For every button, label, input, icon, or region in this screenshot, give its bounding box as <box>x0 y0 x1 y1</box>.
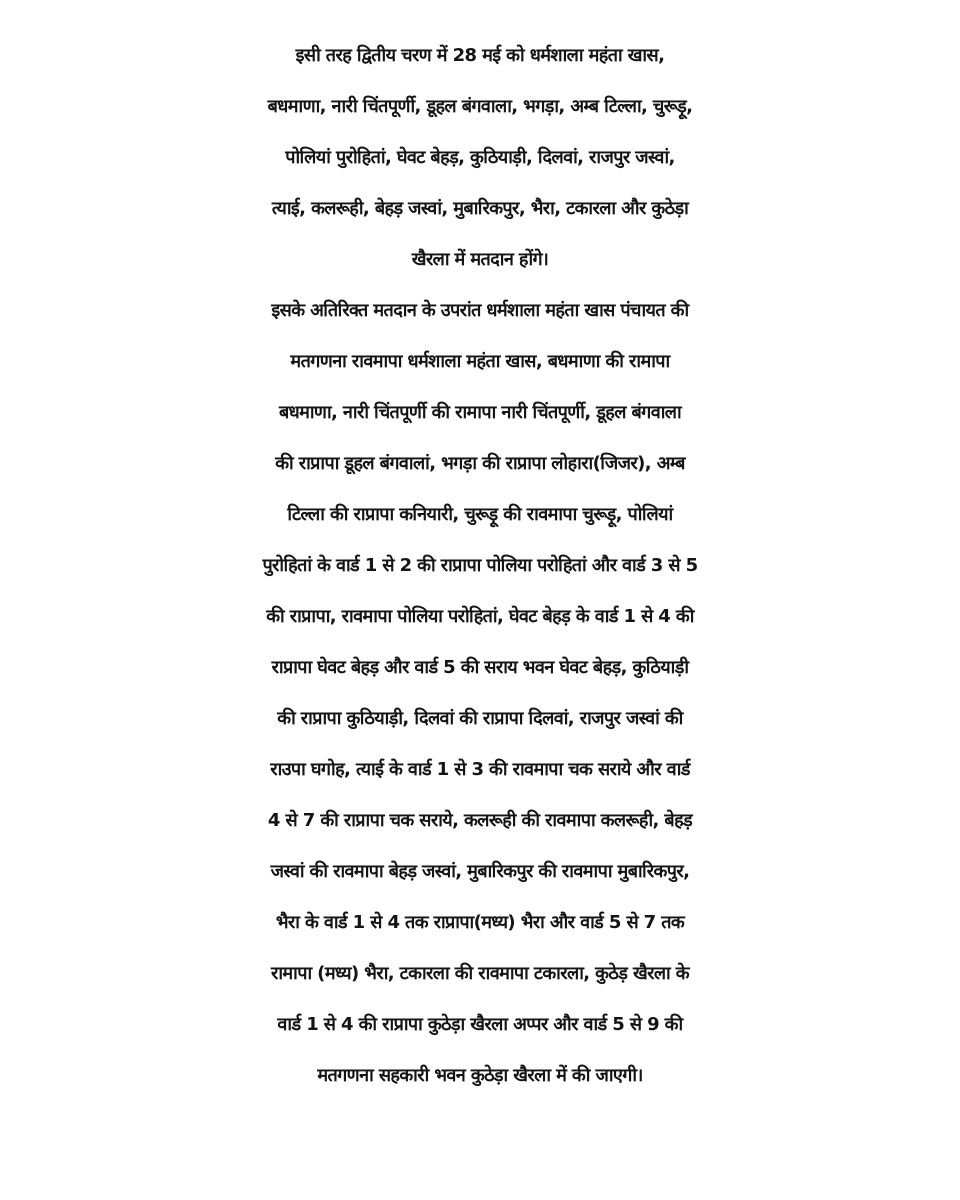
text-line: की राप्रापा, रावमापा पोलिया परोहितां, घेवट बेहड़ के वार्ड 1 से 4 की <box>266 606 694 627</box>
text-line: भैरा के वार्ड 1 से 4 तक राप्रापा(मध्य) भैरा और वार्ड 5 से 7 तक <box>275 912 685 933</box>
text-line: इसके अतिरिक्त मतदान के उपरांत धर्मशाला महंता खास पंचायत की <box>271 300 689 321</box>
text-line: खैरला में मतदान होंगे। <box>411 249 549 270</box>
text-line: रामापा (मध्य) भैरा, टकारला की रावमापा टकारला, कुठेड़ खैरला के <box>270 963 689 984</box>
text-line: टिल्ला की राप्रापा कनियारी, चुरूड़ू की रावमापा चुरूड़ू, पोलियां <box>287 504 673 525</box>
text-line: पुरोहितां के वार्ड 1 से 2 की राप्रापा पोलिया परोहितां और वार्ड 3 से 5 <box>262 555 698 576</box>
text-line: वार्ड 1 से 4 की राप्रापा कुठेड़ा खैरला अप्पर और वार्ड 5 से 9 की <box>277 1014 683 1035</box>
text-line: जस्वां की रावमापा बेहड़ जस्वां, मुबारिकपुर की रावमापा मुबारिकपुर, <box>270 861 690 882</box>
text-line: की राप्रापा कुठियाड़ी, दिलवां की राप्रापा दिलवां, राजपुर जस्वां की <box>277 708 683 729</box>
text-line: बधमाणा, नारी चिंतपूर्णी, डूहल बंगवाला, भगड़ा, अम्ब टिल्ला, चुरूड़ू, <box>267 96 693 117</box>
document-body <box>0 30 960 1101</box>
paragraph-counting-venues <box>0 285 960 1101</box>
text-line: राप्रापा घेवट बेहड़ और वार्ड 5 की सराय भवन घेवट बेहड़, कुठियाड़ी <box>271 657 689 678</box>
text-line: बधमाणा, नारी चिंतपूर्णी की रामापा नारी चिंतपूर्णी, डूहल बंगवाला <box>278 402 682 423</box>
paragraph-phase-two-polling <box>0 30 960 285</box>
text-line: इसी तरह द्वितीय चरण में 28 मई को धर्मशाला महंता खास, <box>295 45 665 66</box>
text-line: मतगणना सहकारी भवन कुठेड़ा खैरला में की जाएगी। <box>317 1065 643 1086</box>
text-line: पोलियां पुरोहितां, घेवट बेहड़, कुठियाड़ी, दिलवां, राजपुर जस्वां, <box>285 147 675 168</box>
text-line: राउपा घगोह, त्याई के वार्ड 1 से 3 की रावमापा चक सराये और वार्ड <box>270 759 690 780</box>
text-line: त्याई, कलरूही, बेहड़ जस्वां, मुबारिकपुर, भैरा, टकारला और कुठेड़ा <box>271 198 689 219</box>
text-line: मतगणना रावमापा धर्मशाला महंता खास, बधमाणा की रामापा <box>290 351 670 372</box>
text-line: की राप्रापा डूहल बंगवालां, भगड़ा की राप्रापा लोहारा(जिजर), अम्ब <box>275 453 685 474</box>
text-line: 4 से 7 की राप्रापा चक सराये, कलरूही की रावमापा कलरूही, बेहड़ <box>267 810 693 831</box>
